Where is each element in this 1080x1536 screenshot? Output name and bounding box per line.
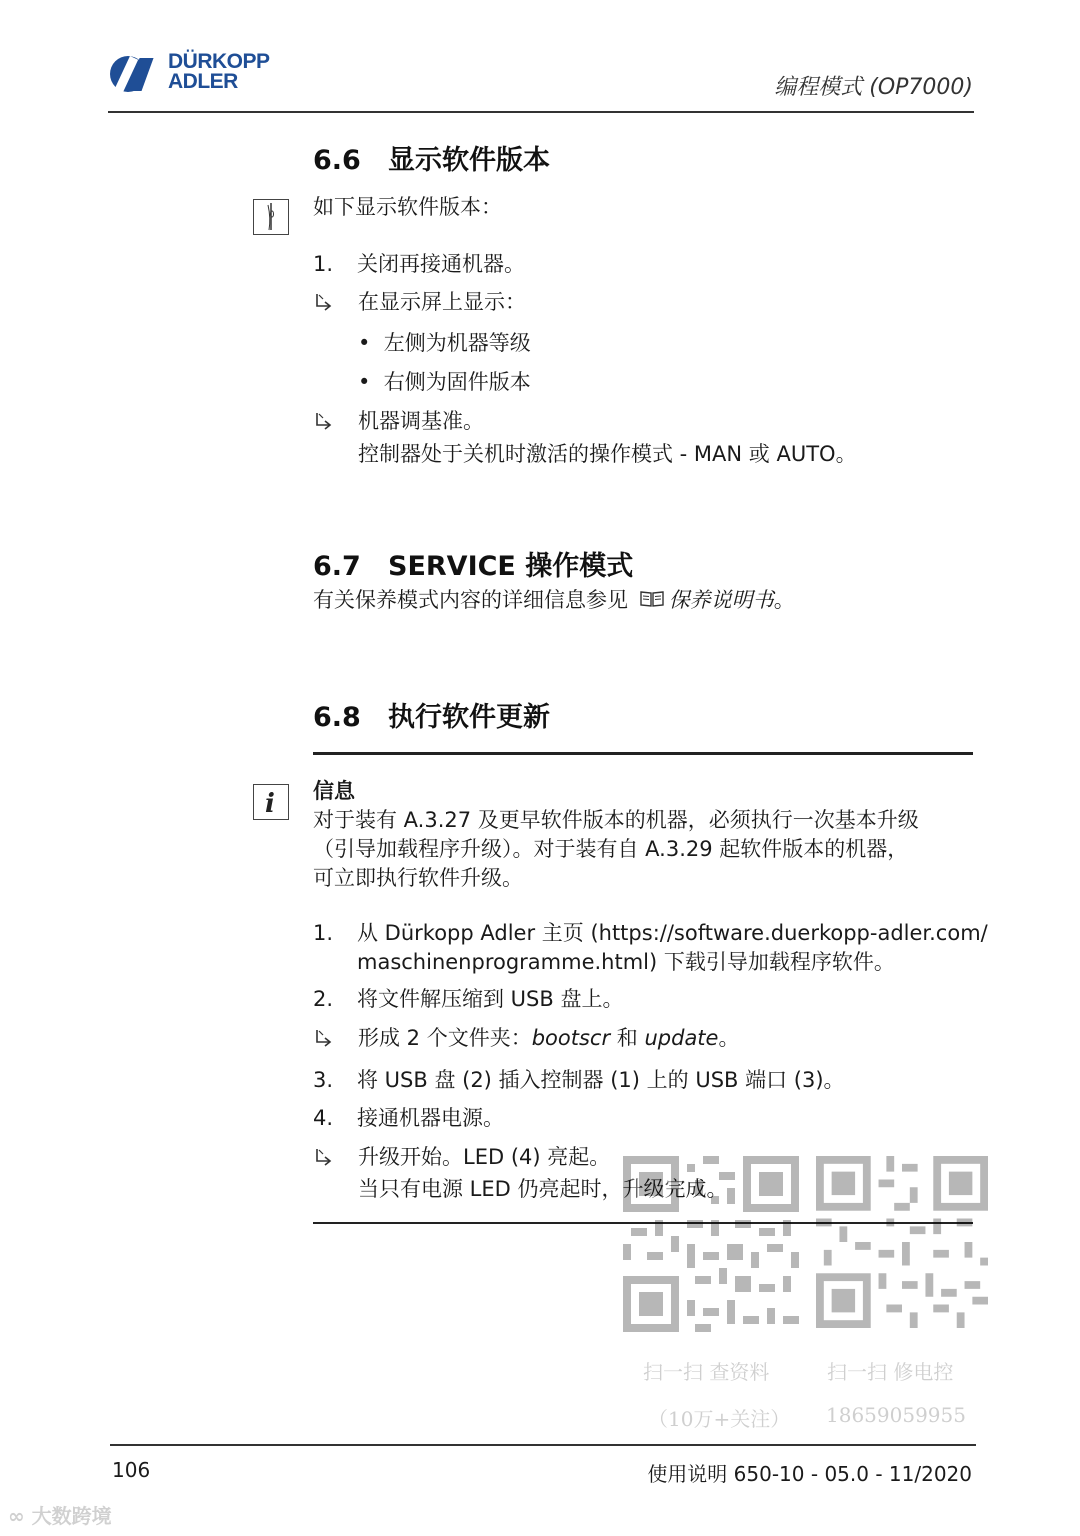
bullet-text: 左侧为机器等级	[383, 331, 531, 355]
section-number: 6.7	[313, 551, 361, 582]
section-heading-6-8	[313, 695, 550, 734]
step-text: 将 USB 盘 (2) 插入控制器 (1) 上的 USB 端口 (3)。	[357, 1068, 845, 1092]
bullet-item	[358, 368, 531, 397]
step-number: 4.	[313, 1106, 334, 1130]
qr-code-icon	[623, 1156, 799, 1332]
bullet-dot: •	[358, 370, 371, 394]
qr-code-icon	[816, 1156, 988, 1328]
result-line: 控制器处于关机时激活的操作模式 - MAN 或 AUTO。	[358, 442, 857, 466]
step-item	[313, 985, 623, 1014]
bullet-item	[358, 329, 531, 358]
brand-name	[168, 52, 270, 92]
step-text-cont: maschinenprogramme.html) 下载引导加载程序软件。	[357, 950, 895, 974]
result-text: 在显示屏上显示：	[358, 290, 526, 314]
footer-divider	[110, 1444, 976, 1446]
step-number: 2.	[313, 987, 334, 1011]
result-arrow-icon	[314, 292, 334, 314]
section-number: 6.6	[313, 145, 361, 176]
info-top-rule	[313, 752, 973, 755]
watermark-caption: 扫一扫 修电控	[827, 1360, 954, 1384]
result-conj: 和	[610, 1026, 645, 1050]
bullet-dot: •	[358, 331, 371, 355]
result-arrow-icon	[314, 1028, 334, 1050]
info-block	[313, 777, 978, 893]
step-number: 1.	[313, 252, 334, 276]
step-item	[313, 1104, 504, 1133]
section-heading-6-7	[313, 544, 633, 583]
document-reference: 使用说明 650-10 - 05.0 - 11/2020	[647, 1462, 972, 1486]
reference-suffix: 。	[773, 588, 795, 612]
info-line: 对于装有 A.3.27 及更早软件版本的机器，必须执行一次基本升级	[313, 808, 919, 832]
result-line: 升级开始。LED (4) 亮起。	[358, 1145, 611, 1169]
section-title: 执行软件更新	[388, 702, 550, 733]
step-number: 3.	[313, 1068, 334, 1092]
step-item	[313, 1066, 845, 1095]
header-divider	[108, 111, 974, 113]
book-icon	[639, 589, 665, 609]
step-text: 将文件解压缩到 USB 盘上。	[357, 987, 624, 1011]
page-header-title: 编程模式 (OP7000)	[774, 75, 973, 100]
intro-text: 如下显示软件版本：	[313, 195, 502, 219]
manual-link[interactable]: 保养说明书	[668, 588, 774, 612]
watermark-logo-icon: ∞	[8, 1504, 25, 1528]
section-heading-6-6	[313, 138, 550, 177]
result-text	[358, 1024, 739, 1053]
watermark-caption: （10万+关注）	[648, 1407, 791, 1431]
section-number: 6.8	[313, 702, 361, 733]
step-item	[313, 919, 988, 977]
step-number: 1.	[313, 921, 334, 945]
step-text: 从 Dürkopp Adler 主页 (https://software.duerkopp-adler.com/	[357, 921, 988, 945]
info-line: 可立即执行软件升级。	[313, 866, 523, 890]
page-number: 106	[112, 1458, 151, 1482]
info-title: 信息	[313, 779, 355, 803]
company-logo-icon	[108, 54, 162, 94]
folder-name: update	[644, 1026, 719, 1050]
brand-line1: DÜRKOPP	[168, 50, 270, 73]
info-icon	[253, 784, 289, 820]
result-arrow-icon	[314, 411, 334, 433]
section-title: SERVICE 操作模式	[388, 551, 634, 582]
brand-line2: ADLER	[168, 70, 238, 93]
watermark-caption: 扫一扫 查资料	[643, 1360, 770, 1384]
result-line: 当只有电源 LED 仍亮起时，升级完成。	[358, 1177, 728, 1201]
result-suffix: 。	[718, 1026, 740, 1050]
section-title: 显示软件版本	[388, 145, 550, 176]
info-line: （引导加载程序升级）。对于装有自 A.3.29 起软件版本的机器，	[313, 837, 909, 861]
reference-prefix: 有关保养模式内容的详细信息参见	[313, 588, 628, 612]
reference-text	[313, 586, 795, 615]
step-text: 关闭再接通机器。	[357, 252, 525, 276]
step-text: 接通机器电源。	[357, 1106, 504, 1130]
corner-watermark	[8, 1500, 112, 1529]
procedure-icon	[253, 199, 289, 235]
step-item	[313, 250, 525, 279]
watermark-caption: 18659059955	[826, 1403, 966, 1427]
result-prefix: 形成 2 个文件夹：	[358, 1026, 532, 1050]
corner-watermark-text: 大数跨境	[31, 1504, 112, 1528]
result-line: 机器调基准。	[358, 409, 484, 433]
svg-text:i: i	[265, 789, 275, 818]
folder-name: bootscr	[531, 1026, 611, 1050]
result-text	[358, 407, 857, 469]
result-arrow-icon	[314, 1147, 334, 1169]
bullet-text: 右侧为固件版本	[383, 370, 531, 394]
